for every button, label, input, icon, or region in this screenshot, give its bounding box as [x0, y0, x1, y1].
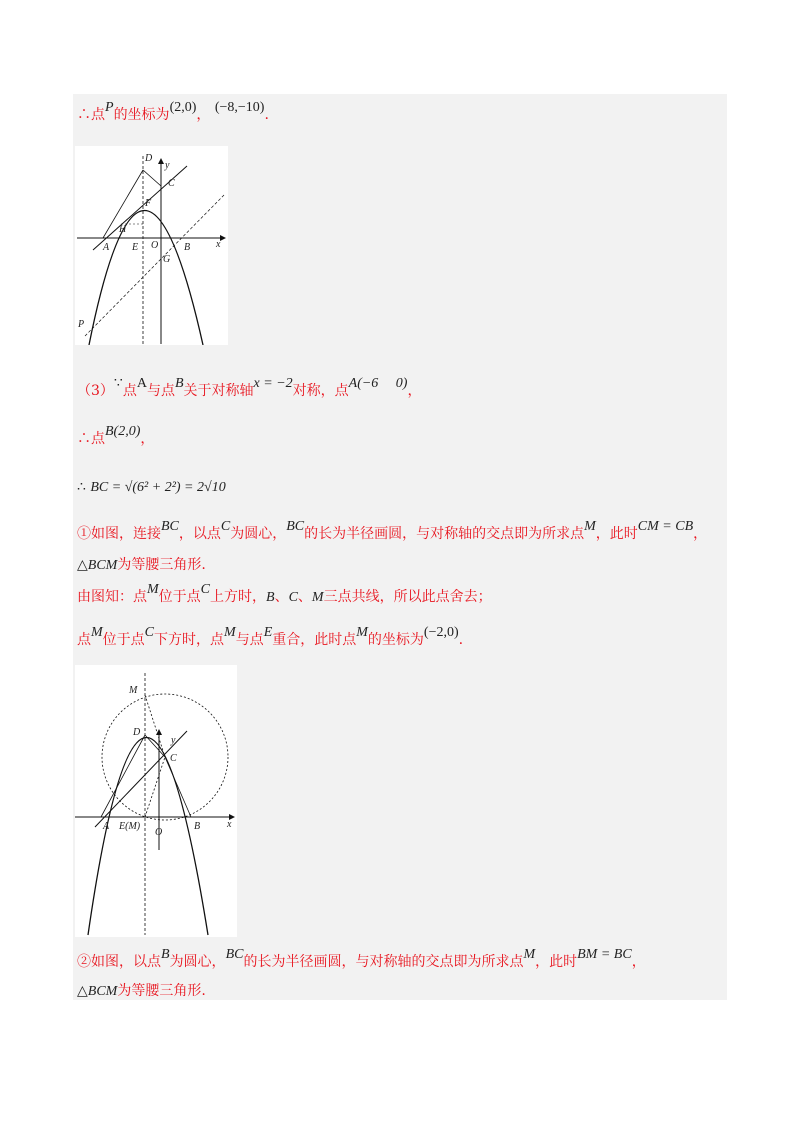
math-p: P [105, 100, 114, 115]
case-1-reject-line: 由图知：点M位于点C上方时，B、C、M三点共线，所以此点舍去； [77, 582, 492, 605]
figure-parabola-circle [75, 665, 237, 937]
label-e: E [132, 242, 139, 253]
coord-minus8-minus10: (−8,−10) [214, 100, 265, 115]
case-1-accept-line: 点M位于点C下方时，点M与点E重合，此时点M的坐标为(−2,0). [77, 625, 464, 648]
bc-length-line: ∴ BC = √(6² + 2²) = 2√10 [77, 480, 226, 495]
label-o: O [151, 240, 159, 251]
label-h: H [119, 224, 127, 235]
figure-parabola-1 [75, 146, 228, 345]
label-b: B [194, 821, 201, 832]
label-g: G [163, 254, 171, 265]
label-e-m: E(M) [119, 821, 141, 832]
coord-2-0: (2,0) [169, 100, 197, 115]
point-b-coord: B(2,0) [105, 424, 141, 439]
p-coordinates-line: ∴点P的坐标为(2,0)， (−8,−10). [77, 100, 269, 123]
bm-eq-bc: BM = BC [577, 947, 632, 962]
point-a-coord: A(−6 0) [348, 376, 408, 391]
label-d: D [145, 153, 153, 164]
label-c: C [168, 178, 175, 189]
point-b-line: ∴点B(2,0)， [77, 424, 155, 447]
coord-minus2-0: (−2,0) [423, 625, 459, 640]
label-p: P [78, 319, 85, 330]
case-1-line: ①如图，连接BC，以点C为圆心，BC的长为半径画圆，与对称轴的交点即为所求点M，此时CM = CB， [77, 519, 708, 542]
axis-equation: x = −2 [253, 376, 293, 391]
label-x: x [227, 819, 232, 830]
label-m: M [129, 685, 138, 696]
isosceles-line-1: △BCM为等腰三角形. [77, 557, 206, 573]
part-3-line: （3）∵点A与点B关于对称轴x = −2对称，点A(−6 0)， [77, 376, 422, 399]
label-a: A [103, 242, 110, 253]
label-y: y [171, 735, 176, 746]
isosceles-line-2: △BCM为等腰三角形. [77, 983, 206, 999]
label-f: F [145, 198, 152, 209]
case-2-line: ②如图，以点B为圆心，BC的长为半径画圆，与对称轴的交点即为所求点M，此时BM = BC， [77, 947, 646, 970]
label-c: C [170, 753, 177, 764]
bc-expression: BC = √(6² + 2²) = 2√10 [90, 480, 226, 495]
cm-eq-cb: CM = CB [637, 519, 694, 534]
label-a: A [103, 821, 110, 832]
label-y: y [165, 160, 170, 171]
label-x: x [216, 239, 221, 250]
label-d: D [133, 727, 141, 738]
label-b: B [184, 242, 191, 253]
label-o: O [155, 827, 163, 838]
